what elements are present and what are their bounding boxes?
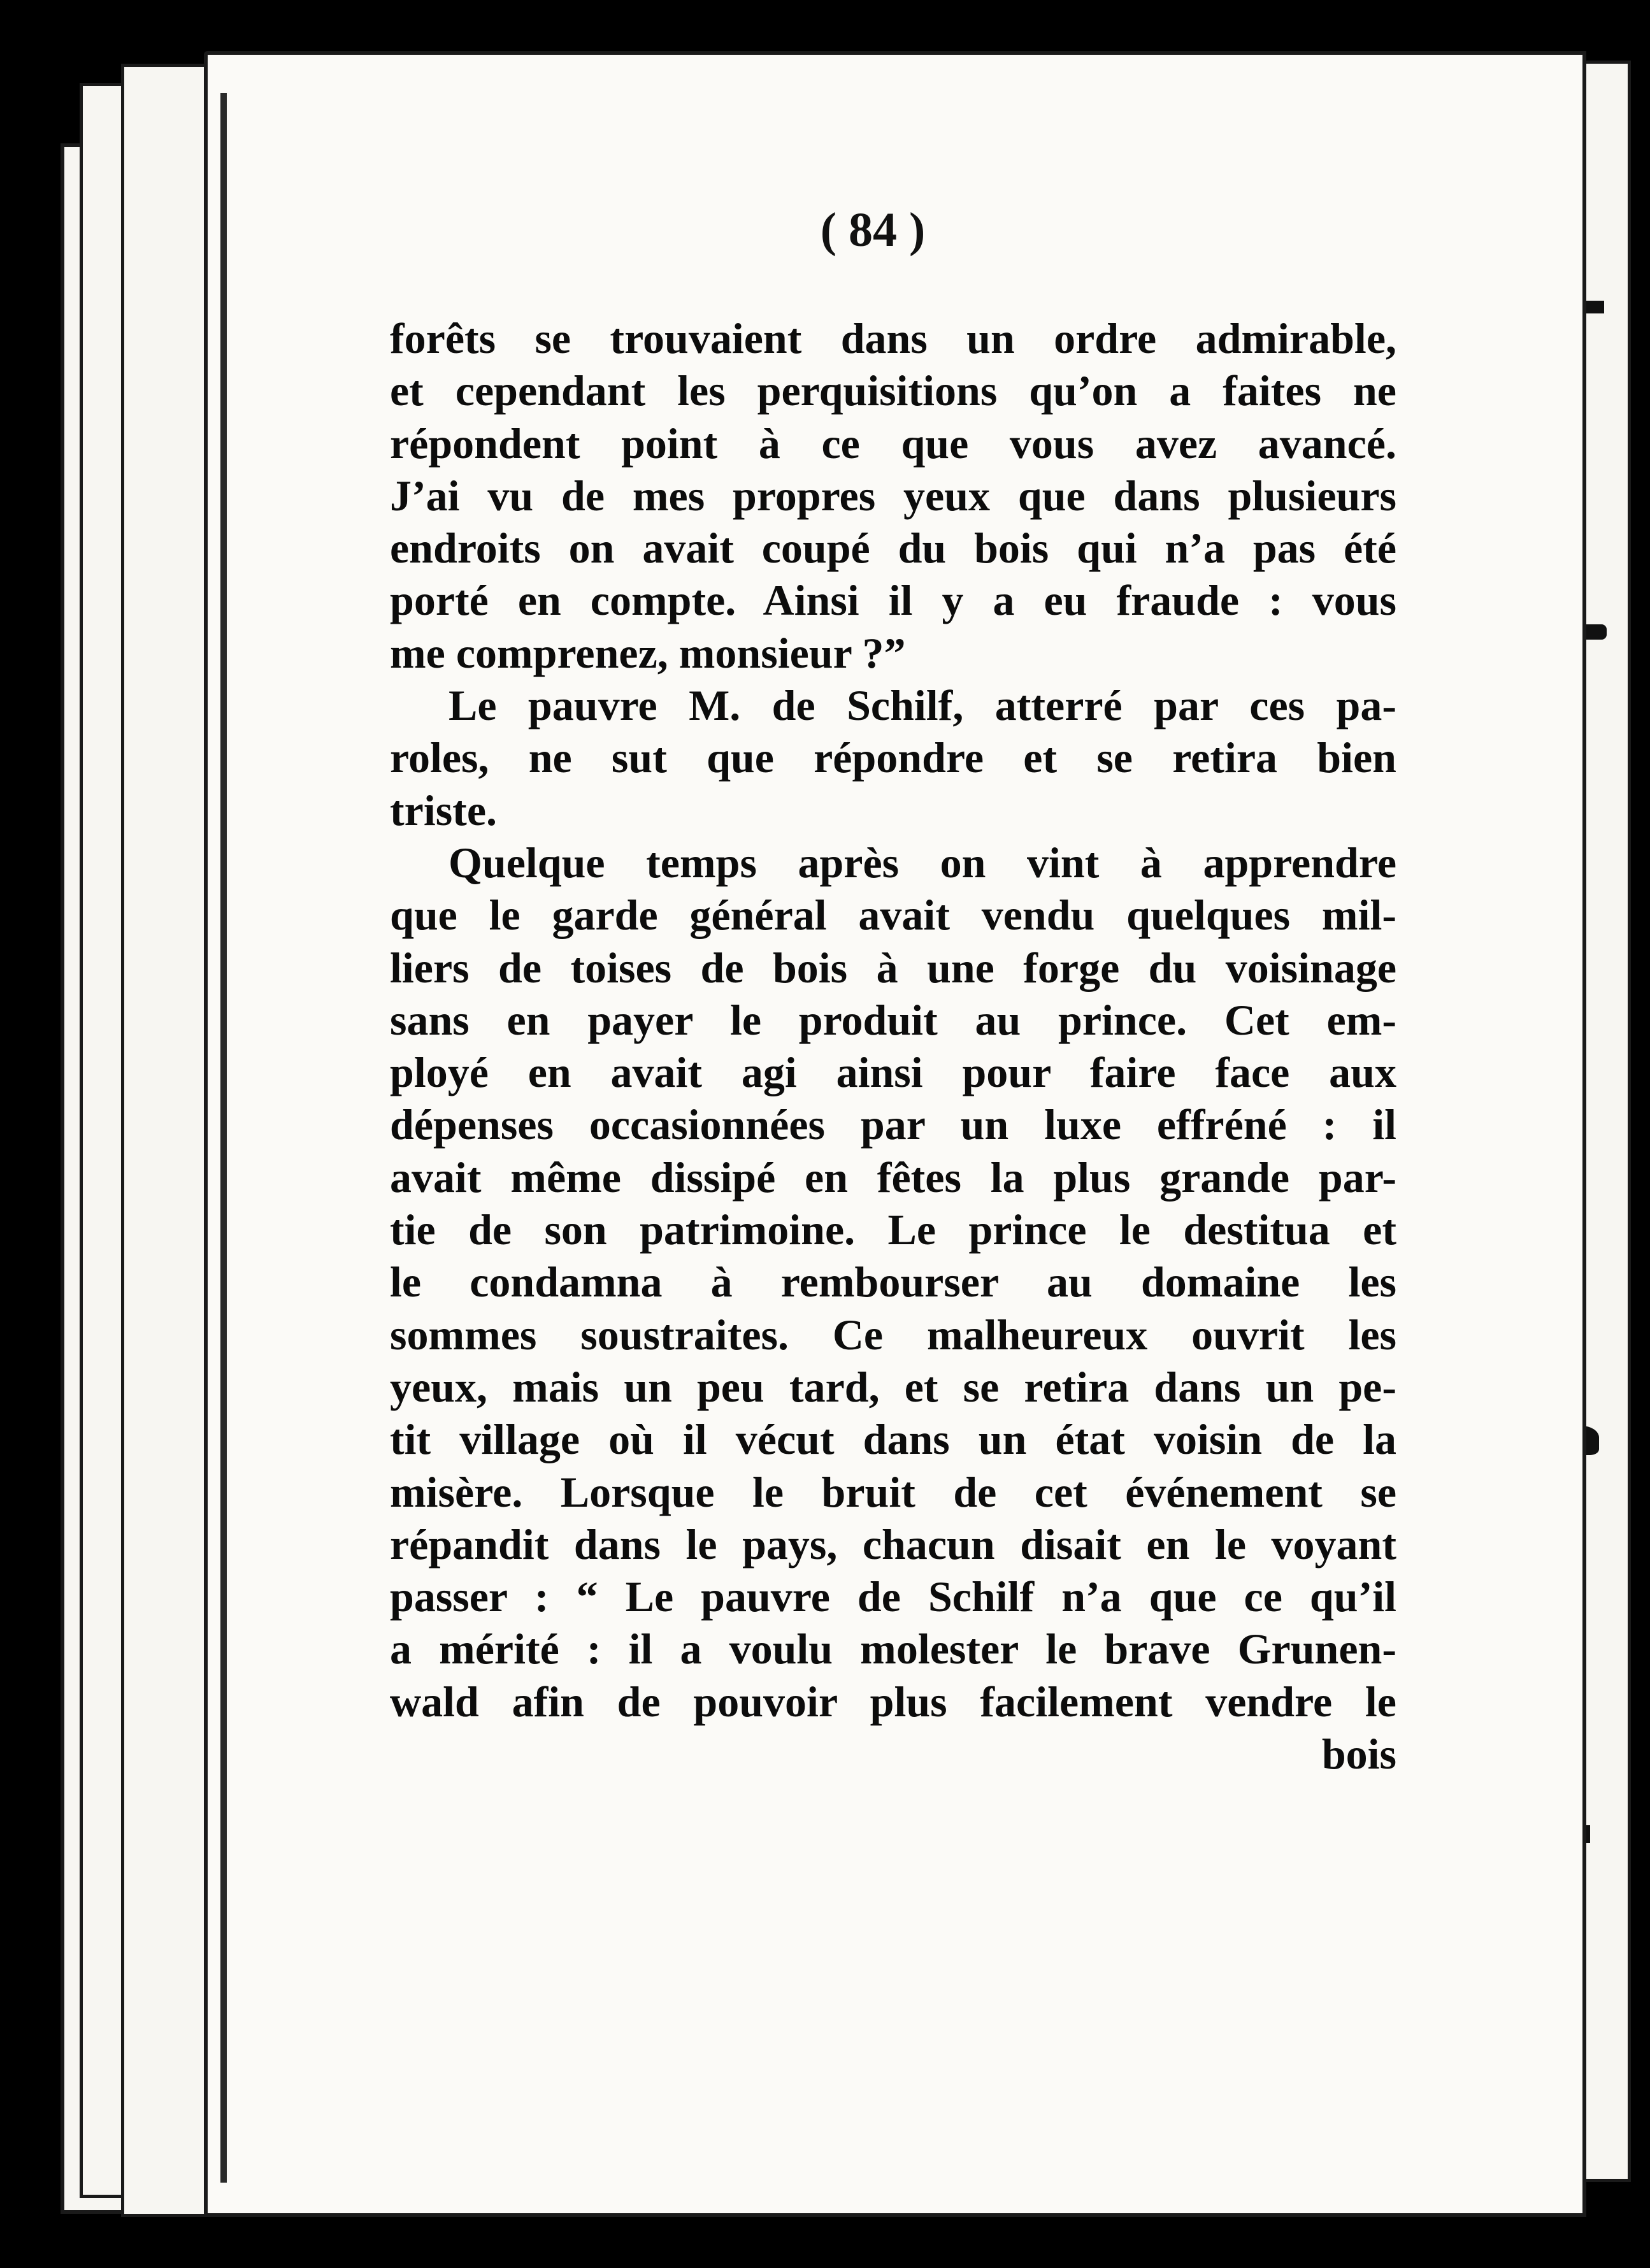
text-line: avait même dissipé en fêtes la plus grande par-: [390, 1152, 1396, 1202]
text-line: Le pauvre M. de Schilf, atterré par ces pa-: [448, 681, 1396, 730]
text-line: triste.: [390, 786, 498, 835]
text-line: a mérité : il a voulu molester le brave Grunen-: [390, 1625, 1396, 1674]
text-line: sommes soustraites. Ce malheureux ouvrit les: [390, 1310, 1396, 1359]
text-line: misère. Lorsque le bruit de cet événement se: [390, 1467, 1396, 1516]
text-line: liers de toises de bois à une forge du voisinage: [390, 943, 1396, 992]
text-line: me comprenez, monsieur ?”: [390, 628, 906, 677]
text-line: endroits on avait coupé du bois qui n’a pas été: [390, 524, 1396, 573]
text-line: tie de son patrimoine. Le prince le destitua et: [390, 1205, 1396, 1254]
text-line: wald afin de pouvoir plus facilement vendre le: [390, 1677, 1396, 1726]
text-line: répandit dans le pays, chacun disait en le voyant: [390, 1519, 1396, 1568]
text-line: tit village où il vécut dans un état voisin de la: [390, 1415, 1396, 1464]
text-line: et cependant les perquisitions qu’on a faites ne: [390, 366, 1396, 415]
text-line: le condamna à rembourser au domaine les: [390, 1258, 1396, 1307]
text-line: passer : “ Le pauvre de Schilf n’a que ce qu’il: [390, 1572, 1396, 1621]
text-line: porté en compte. Ainsi il y a eu fraude : vous: [390, 576, 1396, 625]
page-number: ( 84 ): [820, 203, 926, 257]
text-line: répondent point à ce que vous avez avancé.: [390, 419, 1396, 468]
text-line: J’ai vu de mes propres yeux que dans plusieurs: [390, 471, 1396, 520]
body-text: [390, 312, 1396, 1780]
text-line: que le garde général avait vendu quelques mil-: [390, 891, 1396, 940]
text-line: yeux, mais un peu tard, et se retira dans un pe-: [390, 1362, 1396, 1411]
text-line: roles, ne sut que répondre et se retira bien: [390, 733, 1396, 782]
text-line: Quelque temps après on vint à apprendre: [448, 838, 1396, 887]
text-line: dépenses occasionnées par un luxe effréné : il: [390, 1100, 1396, 1149]
text-line: ployé en avait agi ainsi pour faire face aux: [390, 1048, 1396, 1097]
catchword: bois: [1321, 1730, 1396, 1779]
text-line: sans en payer le produit au prince. Cet em-: [390, 995, 1396, 1044]
text-line: forêts se trouvaient dans un ordre admirable,: [390, 314, 1396, 362]
